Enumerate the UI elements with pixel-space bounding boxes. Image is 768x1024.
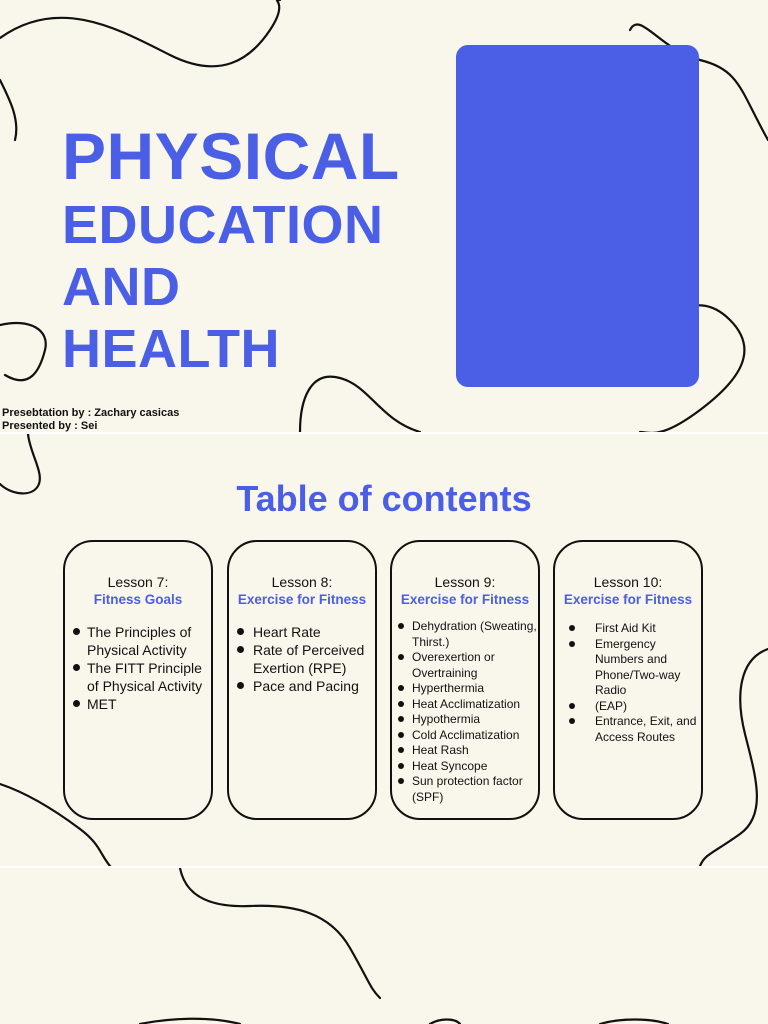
lesson-number: Lesson 9: xyxy=(434,574,496,590)
list-item: Overexertion or Overtraining xyxy=(392,650,538,681)
lesson-subtitle: Exercise for Fitness xyxy=(563,592,693,607)
lesson-subtitle: Exercise for Fitness xyxy=(237,592,367,607)
lesson-card-10 xyxy=(553,540,703,820)
title-slide xyxy=(0,0,768,432)
lesson-topic-list xyxy=(392,619,538,805)
list-item: The FITT Principle of Physical Activity xyxy=(65,659,211,695)
lesson-topic-list xyxy=(229,623,375,695)
list-item: Rate of Perceived Exertion (RPE) xyxy=(229,641,375,677)
list-item: First Aid Kit xyxy=(555,621,701,637)
title-line-physical: PHYSICAL xyxy=(62,119,400,193)
lesson-card-7 xyxy=(63,540,213,820)
list-item: Heat Syncope xyxy=(392,759,538,775)
table-of-contents-slide xyxy=(0,434,768,866)
list-item: Sun protection factor (SPF) xyxy=(392,774,538,805)
lesson-card-9 xyxy=(390,540,540,820)
list-item: MET xyxy=(65,695,211,713)
list-item: Hypothermia xyxy=(392,712,538,728)
title-line-and: AND xyxy=(62,257,181,317)
decorative-squiggle-lines xyxy=(0,868,768,1024)
presenter-credit: Presented by : Sei xyxy=(2,420,98,432)
list-item: The Principles of Physical Activity xyxy=(65,623,211,659)
lesson-subtitle: Exercise for Fitness xyxy=(400,592,530,607)
lesson-topic-list xyxy=(555,621,701,745)
list-item: (EAP) xyxy=(555,699,701,715)
lesson-number: Lesson 7: xyxy=(107,574,169,590)
lesson-topic-list xyxy=(65,623,211,713)
list-item: Cold Acclimatization xyxy=(392,728,538,744)
list-item: Emergency Numbers and Phone/Two-way Radio xyxy=(555,637,701,699)
list-item: Pace and Pacing xyxy=(229,677,375,695)
presentation-credit: Presebtation by : Zachary casicas xyxy=(2,407,180,419)
list-item: Hyperthermia xyxy=(392,681,538,697)
lesson-number: Lesson 10: xyxy=(593,574,663,590)
lesson-subtitle: Fitness Goals xyxy=(93,592,183,607)
lesson-card-8 xyxy=(227,540,377,820)
list-item: Dehydration (Sweating, Thirst.) xyxy=(392,619,538,650)
list-item: Heat Acclimatization xyxy=(392,697,538,713)
toc-title: Table of contents xyxy=(236,478,532,519)
blue-accent-card xyxy=(456,45,699,387)
list-item: Entrance, Exit, and Access Routes xyxy=(555,714,701,745)
title-line-education: EDUCATION xyxy=(62,195,384,255)
list-item: Heart Rate xyxy=(229,623,375,641)
next-slide-partial xyxy=(0,868,768,1024)
lesson-number: Lesson 8: xyxy=(271,574,333,590)
list-item: Heat Rash xyxy=(392,743,538,759)
title-line-health: HEALTH xyxy=(62,319,280,379)
